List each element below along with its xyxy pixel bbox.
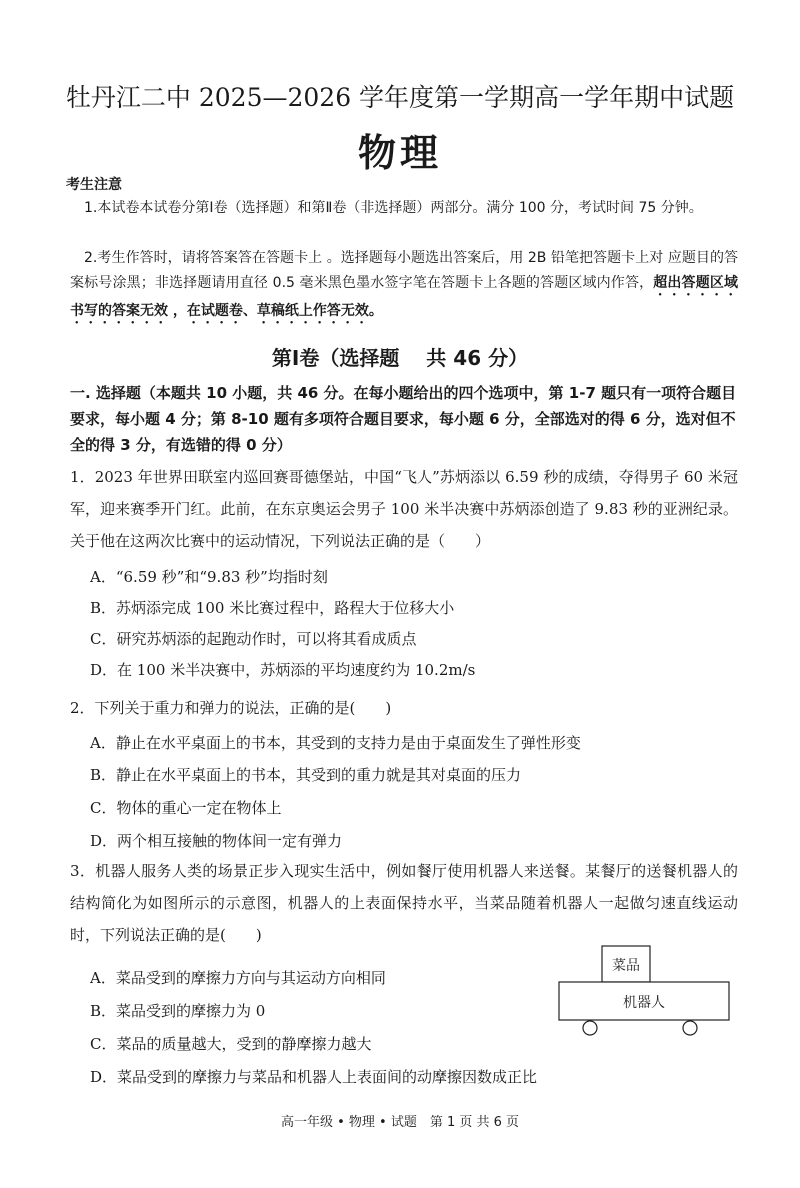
- robot-label: 机器人: [623, 995, 665, 1011]
- exam-title: 牡丹江二中 2025—2026 学年度第一学期高一学年期中试题: [65, 83, 735, 112]
- section-intro: 一. 选择题（本题共 10 小题，共 46 分。在每小题给出的四个选项中，第 1-7 题只有一项符合题目要求，每小题 4 分；第 8-10 题有多项符合题目要求，每小题 6 分，全部选对的得 6 分，选对但不全的得 3 分，有选错的得 0 分）: [70, 384, 737, 454]
- question-3-stem: 3．机器人服务人类的场景正步入现实生活中，例如餐厅使用机器人来送餐。某餐厅的送餐机器人的结构简化为如图所示的示意图，机器人的上表面保持水平，当菜品随着机器人一起做匀速直线运动时，下列说法正确的是( ): [70, 862, 738, 944]
- question-3-option-d: D．菜品受到的摩擦力与菜品和机器人上表面间的动摩擦因数成正比: [90, 1068, 538, 1086]
- notice-heading: 考生注意: [66, 177, 122, 193]
- robot-wheel-right: [683, 1021, 697, 1035]
- robot-wheel-left: [583, 1021, 597, 1035]
- question-1-option-c: C．研究苏炳添的起跑动作时，可以将其看成质点: [90, 630, 417, 648]
- question-2-stem: 2．下列关于重力和弹力的说法，正确的是( ): [70, 699, 392, 717]
- question-1-option-d: D．在 100 米半决赛中，苏炳添的平均速度约为 10.2m/s: [90, 661, 476, 679]
- notice-item-2-text: 2.考生作答时，请将答案答在答题卡上 。选择题每小题选出答案后，用 2B 铅笔把答题卡上对 应题目的答案标号涂黑；非选择题请用直径 0.5 毫米黑色墨水签字笔在答题卡上各题的答题区域内作答，: [70, 250, 738, 291]
- page-footer: 高一年级 • 物理 • 试题 第 1 页 共 6 页: [280, 1115, 520, 1130]
- robot-figure: [556, 944, 736, 1040]
- question-2-option-a: A．静止在水平桌面上的书本，其受到的支持力是由于桌面发生了弹性形变: [90, 734, 581, 752]
- question-2-option-d: D．两个相互接触的物体间一定有弹力: [90, 832, 343, 850]
- question-2-option-c: C．物体的重心一定在物体上: [90, 799, 282, 817]
- notice-item-1: 1.本试卷本试卷分第Ⅰ卷（选择题）和第Ⅱ卷（非选择题）两部分。满分 100 分，考试时间 75 分钟。: [84, 200, 703, 216]
- question-1-option-b: B．苏炳添完成 100 米比赛过程中，路程大于位移大小: [90, 599, 455, 617]
- notice-item-2-emphasis: 超出答题区域书写的答案无效 ，在试题卷、草稿纸上作答无效。: [70, 275, 738, 319]
- question-2-option-b: B．静止在水平桌面上的书本，其受到的重力就是其对桌面的压力: [90, 766, 522, 784]
- question-1-stem: 1．2023 年世界田联室内巡回赛哥德堡站，中国“飞人”苏炳添以 6.59 秒的成绩，夺得男子 60 米冠军，迎来赛季开门红。此前，在东京奥运会男子 100 米半决赛中苏炳添创造了 9.83 秒的亚洲纪录。关于他在这两次比赛中的运动情况，下列说法正确的是（ ）: [70, 468, 738, 550]
- question-3-option-b: B．菜品受到的摩擦力为 0: [90, 1002, 266, 1020]
- dish-label: 菜品: [612, 958, 640, 974]
- question-3-option-a: A．菜品受到的摩擦力方向与其运动方向相同: [90, 969, 386, 987]
- subject-title: 物理: [357, 130, 442, 175]
- question-3-option-c: C．菜品的质量越大，受到的静摩擦力越大: [90, 1035, 372, 1053]
- notice-item-2: [70, 246, 738, 327]
- section-heading: 第Ⅰ卷（选择题 共 46 分）: [271, 346, 529, 370]
- question-1-option-a: A．“6.59 秒”和“9.83 秒”均指时刻: [90, 568, 328, 586]
